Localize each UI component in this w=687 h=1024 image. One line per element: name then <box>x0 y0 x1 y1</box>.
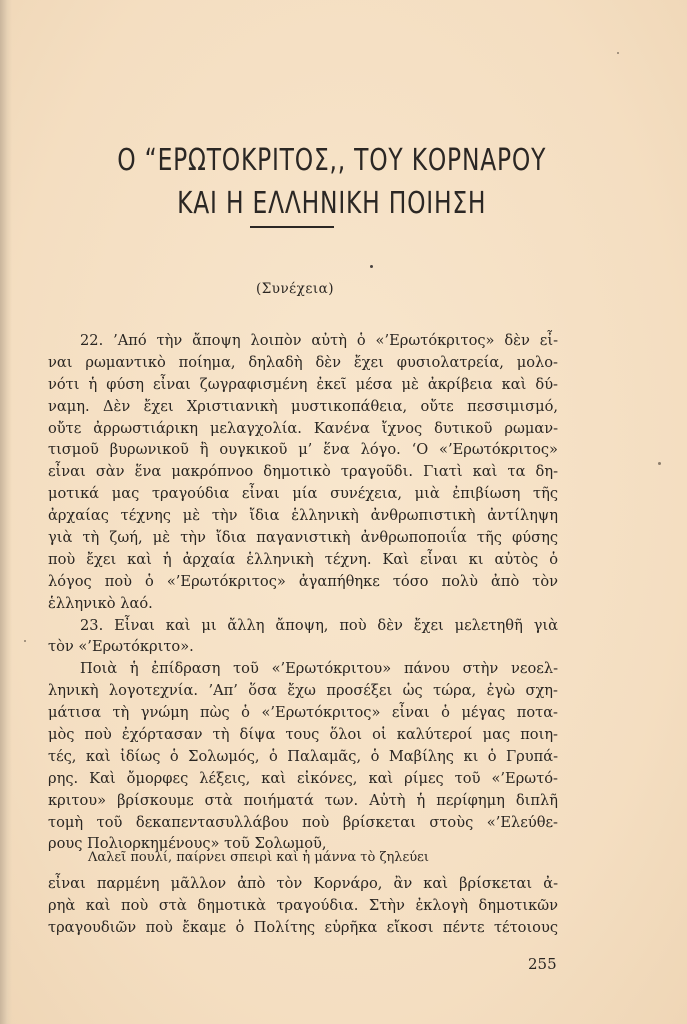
verse-quote: Λαλεῖ πουλί, παίρνει σπειρὶ καὶ ἡ μάννα τὸ ζηλεύει <box>88 850 429 865</box>
text-line: εἶναι σὰν ἕνα μακρόπνοο δημοτικὸ τραγοῦδι. Γιατὶ καὶ τα δη- <box>48 463 558 481</box>
text-line: εἶναι παρμένη μᾶλλον ἀπὸ τὸν Κορνάρο, ἂν καὶ βρίσκεται ἀ- <box>48 875 558 892</box>
text-line: νότι ἡ φύση εἶναι ζωγραφισμένη ἐκεῖ μέσα μὲ ἀκρίβεια καὶ δύ- <box>48 375 558 393</box>
text-line: ναμη. Δὲν ἔχει Χριστιανικὴ μυστικοπάθεια, οὔτε πεσσιμισμό, <box>48 397 558 415</box>
text-line: ρηὰ καὶ ποὺ στὰ δημοτικὰ τραγούδια. Στὴν ἐκλογὴ δημοτικῶν <box>48 896 558 914</box>
text-line: ναι ρωμαντικὸ ποίημα, δηλαδὴ δὲν ἔχει φυσιολατρεία, μολο- <box>48 353 558 371</box>
text-line: τές, καὶ ἰδίως ὁ Σολωμός, ὁ Παλαμᾶς, ὁ Μαβίλης κι ὁ Γρυπά- <box>48 747 558 765</box>
text-line: τισμοῦ βυρωνικοῦ ἢ ουγκικοῦ μ’ ἕνα λόγο. ‘Ο «’Ερωτόκριτος» <box>48 441 558 459</box>
title-underline <box>250 226 334 228</box>
continued-subtitle: (Συνέχεια) <box>255 281 335 297</box>
text-line: ρης. Καὶ ὄμορφες λέξεις, καὶ εἰκόνες, καὶ ρίμες τοῦ «’Ερωτό- <box>48 769 558 787</box>
body-paragraphs <box>48 330 558 855</box>
page-binding-edge <box>0 0 12 1024</box>
page-number: 255 <box>528 955 557 973</box>
article-title-line-1: Ο “ΕΡΩΤΟΚΡΙΤΟΣ,, ΤΟΥ ΚΟΡΝΑΡΟΥ <box>117 143 547 178</box>
article-title-line-2: ΚΑΙ Η ΕΛΛΗΝΙΚΗ ΠΟΙΗΣΗ <box>177 186 487 221</box>
text-line: ποὺ ἔχει καὶ ἡ ἀρχαία ἑλληνικὴ τέχνη. Καὶ εἶναι κι αὐτὸς ὁ <box>48 550 558 568</box>
paper-speck <box>658 462 661 465</box>
text-line: 23. Εἶναι καὶ μι ἄλλη ἄποψη, ποὺ δὲν ἔχει μελετηθῆ γιὰ <box>80 616 558 634</box>
text-line: Ποιὰ ἡ ἐπίδραση τοῦ «’Ερωτόκριτου» πάνου στὴν νεοελ- <box>80 660 558 678</box>
text-line: τραγουδιῶν ποὺ ἔκαμε ὁ Πολίτης εὑρῆκα εἴκοσι πέντε τέτοιους <box>48 918 558 936</box>
text-line: ληνικὴ λογοτεχνία. ’Απ’ ὅσα ἔχω προσέξει ὡς τώρα, ἐγὼ σχη- <box>48 682 558 700</box>
text-line: γιὰ τὴ ζωή, μὲ τὴν ἴδια παγανιστικὴ ἀνθρωποποιΐα τῆς φύσης <box>48 529 558 547</box>
text-line: τομὴ τοῦ δεκαπεντασυλλάβου ποὺ βρίσκεται στοὺς «’Ελεύθε- <box>48 813 558 831</box>
body-paragraphs-continued <box>48 873 558 939</box>
text-line: μὸς ποὺ ἐχόρτασαν τὴ δίψα τους ὅλοι οἱ καλύτεροί μας ποιη- <box>48 726 558 744</box>
text-line: λόγος ποὺ ὁ «’Ερωτόκριτος» ἀγαπήθηκε τόσο πολὺ ἀπὸ τὸν <box>48 572 558 590</box>
text-line: 22. ’Από τὴν ἄποψη λοιπὸν αὐτὴ ὁ «’Ερωτόκριτος» δὲν εἶ- <box>80 332 558 349</box>
paper-speck <box>617 52 619 54</box>
text-line: κριτου» βρίσκουμε στὰ ποιήματά των. Αὐτὴ ἡ περίφημη διπλῆ <box>48 791 558 809</box>
text-line: ἑλληνικὸ λαό. <box>48 594 153 612</box>
ornament-dot <box>370 265 373 268</box>
text-line: μοτικά μας τραγούδια εἶναι μία συνέχεια, μιὰ ἐπιβίωση τῆς <box>48 485 558 503</box>
paper-speck <box>24 640 26 642</box>
text-line: τὸν «’Ερωτόκριτο». <box>48 638 194 656</box>
text-line: ρους Πολιορκημένους» τοῦ Σολωμοῦ, <box>48 835 327 853</box>
text-line: ἀρχαίας τέχνης μὲ τὴν ἴδια ἑλληνικὴ ἀνθρωπιστικὴ ἀντίληψη <box>48 507 558 525</box>
text-line: οὔτε ἀρρωστιάρικη μελαγχολία. Κανένα ἴχνος δυτικοῦ ρωμαν- <box>48 419 558 437</box>
text-line: μάτισα τὴ γνώμη πὼς ὁ «’Ερωτόκριτος» εἶναι ὁ μέγας ποτα- <box>48 704 558 722</box>
